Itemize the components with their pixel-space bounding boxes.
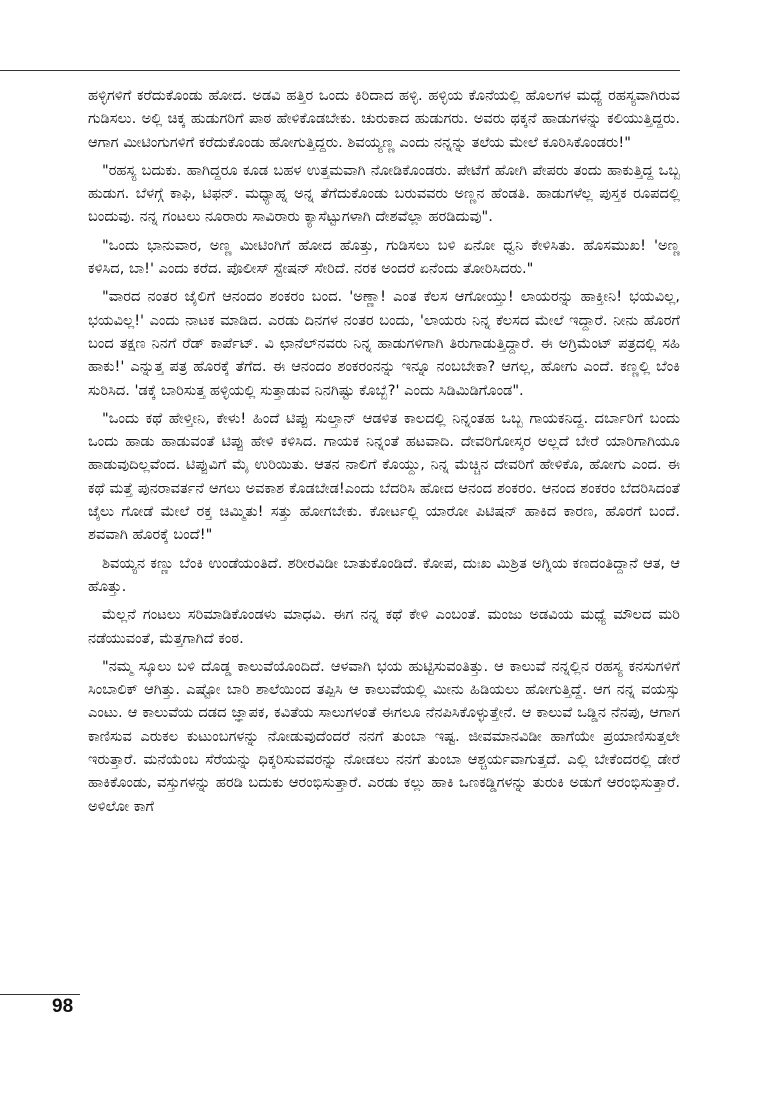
page-number: 98 xyxy=(52,996,74,1017)
paragraph: "ರಹಸ್ಯ ಬದುಕು. ಹಾಗಿದ್ದರೂ ಕೂಡ ಬಹಳ ಉತ್ತಮವಾಗಿ ನೋಡಿಕೊಂಡರು. ಪೇಟೆಗೆ ಹೋಗಿ ಪೇಪರು ತಂದು ಹಾಕುತ್ತಿದ್ದ ಒಬ್ಬ ಹುಡುಗ. ಬೆಳಗ್ಗೆ ಕಾಫಿ, ಟಿಫನ್. ಮಧ್ಯಾಹ್ನ ಅನ್ನ ತೆಗೆದುಕೊಂಡು ಬರುವವರು ಅಣ್ಣನ ಹೆಂಡತಿ. ಹಾಡುಗಳೆಲ್ಲ ಪುಸ್ತಕ ರೂಪದಲ್ಲಿ ಬಂದುವು. ನನ್ನ ಗಂಟಲು ನೂರಾರು ಸಾವಿರಾರು ಕ್ಯಾಸೆಟ್ಟುಗಳಾಗಿ ದೇಶವೆಲ್ಲಾ ಹರಡಿದುವು". xyxy=(88,161,680,226)
paragraph: ಹಳ್ಳಿಗಳಿಗೆ ಕರೆದುಕೊಂಡು ಹೋದ. ಅಡವಿ ಹತ್ತಿರ ಒಂದು ಕಿರಿದಾದ ಹಳ್ಳಿ. ಹಳ್ಳಿಯ ಕೊನೆಯಲ್ಲಿ ಹೊಲಗಳ ಮಧ್ಯೆ ರಹಸ್ಯವಾಗಿರುವ ಗುಡಿಸಲು. ಅಲ್ಲಿ ಚಿಕ್ಕ ಹುಡುಗರಿಗೆ ಪಾಠ ಹೇಳಿಕೊಡಬೇಕು. ಚುರುಕಾದ ಹುಡುಗರು. ಅವರು ಥಕ್ಕನೆ ಹಾಡುಗಳನ್ನು ಕಲಿಯುತ್ತಿದ್ದರು. ಆಗಾಗ ಮೀಟಿಂಗುಗಳಿಗೆ ಕರೆದುಕೊಂಡು ಹೋಗುತ್ತಿದ್ದರು. ಶಿವಯ್ಯಣ್ಣ ಎಂದು ನನ್ನನ್ನು ತಲೆಯ ಮೇಲೆ ಕೂರಿಸಿಕೊಂಡರು!" xyxy=(88,87,680,151)
paragraph: "ನಮ್ಮ ಸ್ಕೂಲು ಬಳಿ ದೊಡ್ಡ ಕಾಲುವೆಯೊಂದಿದೆ. ಆಳವಾಗಿ ಭಯ ಹುಟ್ಟಿಸುವಂತಿತ್ತು. ಆ ಕಾಲುವೆ ನನ್ನಲ್ಲಿನ ರಹಸ್ಯ ಕನಸುಗಳಿಗೆ ಸಿಂಬಾಲಿಕ್ ಆಗಿತ್ತು. ಎಷ್ಟೋ ಬಾರಿ ಶಾಲೆಯಿಂದ ತಪ್ಪಿಸಿ ಆ ಕಾಲುವೆಯಲ್ಲಿ ಮೀನು ಹಿಡಿಯಲು ಹೋಗುತ್ತಿದ್ದೆ. ಆಗ ನನ್ನ ವಯಸ್ಸು ಎಂಟು. ಆ ಕಾಲುವೆಯ ದಡದ ಜ್ಞಾಪಕ, ಕವಿತೆಯ ಸಾಲುಗಳಂತೆ ಈಗಲೂ ನೆನಪಿಸಿಕೊಳ್ಳುತ್ತೇನೆ. ಆ ಕಾಲುವೆ ಒಡ್ಡಿನ ನೆನಪು, ಆಗಾಗ ಕಾಣಿಸುವ ಎರುಕಲ ಕುಟುಂಬಗಳನ್ನು ನೋಡುವುದೆಂದರೆ ನನಗೆ ತುಂಬಾ ಇಷ್ಟ. ಜೀವಮಾನವಿಡೀ ಹಾಗೆಯೇ ಪ್ರಯಾಣಿಸುತ್ತಲೇ ಇರುತ್ತಾರೆ. ಮನೆಯೆಂಬ ಸೆರೆಯನ್ನು ಧಿಕ್ಕರಿಸುವವರನ್ನು ನೋಡಲು ನನಗೆ ತುಂಬಾ ಆಶ್ಚರ್ಯವಾಗುತ್ತದೆ. ಎಲ್ಲಿ ಬೇಕೆಂದರಲ್ಲಿ ಡೇರೆ ಹಾಕಿಕೊಂಡು, ವಸ್ತುಗಳನ್ನು ಹರಡಿ ಬದುಕು ಆರಂಭಿಸುತ್ತಾರೆ. ಎರಡು ಕಲ್ಲು ಹಾಕಿ ಒಣಕಡ್ಡಿಗಳನ್ನು ತುರುಕಿ ಅಡುಗೆ ಆರಂಭಿಸುತ್ತಾರೆ. ಅಳಿಲೋ ಕಾಗೆ xyxy=(88,657,680,815)
top-rule xyxy=(0,70,680,71)
page-number-rule xyxy=(0,994,80,995)
paragraph: ಶಿವಯ್ಯನ ಕಣ್ಣು ಬೆಂಕಿ ಉಂಡೆಯಂತಿದೆ. ಶರೀರವಿಡೀ ಬಾತುಕೊಂಡಿದೆ. ಕೋಪ, ದುಃಖ ಮಿಶ್ರಿತ ಅಗ್ನಿಯ ಕಣದಂತಿದ್ದಾನೆ ಆತ, ಆ ಹೊತ್ತು. xyxy=(88,554,680,595)
paragraph: ಮೆಲ್ಲನೆ ಗಂಟಲು ಸರಿಮಾಡಿಕೊಂಡಳು ಮಾಧವಿ. ಈಗ ನನ್ನ ಕಥೆ ಕೇಳಿ ಎಂಬಂತೆ. ಮಂಜು ಅಡವಿಯ ಮಧ್ಯೆ ಮೌಲದ ಮರಿ ನಡೆಯುವಂತೆ, ಮೆತ್ತಗಾಗಿದೆ ಕಂಠ. xyxy=(88,606,680,647)
paragraph: "ಒಂದು ಭಾನುವಾರ, ಅಣ್ಣ ಮೀಟಿಂಗಿಗೆ ಹೋದ ಹೊತ್ತು, ಗುಡಿಸಲು ಬಳಿ ಏನೋ ಧ್ವನಿ ಕೇಳಿಸಿತು. ಹೊಸಮುಖ! 'ಅಣ್ಣ ಕಳಿಸಿದ, ಬಾ!' ಎಂದು ಕರೆದ. ಪೊಲೀಸ್ ಸ್ಟೇಷನ್ ಸೇರಿದೆ. ನರಕ ಅಂದರೆ ಏನೆಂದು ತೋರಿಸಿದರು." xyxy=(88,236,680,278)
paragraph: "ಒಂದು ಕಥೆ ಹೇಳ್ತೀನಿ, ಕೇಳು! ಹಿಂದೆ ಟಿಪ್ಪು ಸುಲ್ತಾನ್ ಆಡಳಿತ ಕಾಲದಲ್ಲಿ ನಿನ್ನಂತಹ ಒಬ್ಬ ಗಾಯಕನಿದ್ದ. ದರ್ಬಾರಿಗೆ ಬಂದು ಒಂದು ಹಾಡು ಹಾಡುವಂತೆ ಟಿಪ್ಪು ಹೇಳಿ ಕಳಿಸಿದ. ಗಾಯಕ ನಿನ್ನಂತೆ ಹಟವಾದಿ. ದೇವರಿಗೋಸ್ಕರ ಅಲ್ಲದೆ ಬೇರೆ ಯಾರಿಗಾಗಿಯೂ ಹಾಡುವುದಿಲ್ಲವೆಂದ. ಟಿಪ್ಪುವಿಗೆ ಮೈ ಉರಿಯಿತು. ಆತನ ನಾಲಿಗೆ ಕೊಯ್ದು, ನಿನ್ನ ಮೆಚ್ಚಿನ ದೇವರಿಗೆ ಹೇಳಿಕೊ, ಹೋಗು ಎಂದ. ಈ ಕಥೆ ಮತ್ತೆ ಪುನರಾವರ್ತನೆ ಆಗಲು ಅವಕಾಶ ಕೊಡಬೇಡ!ಎಂದು ಬೆದರಿಸಿ ಹೋದ ಆನಂದ ಶಂಕರಂ. ಆನಂದ ಶಂಕರಂ ಬೆದರಿಸಿದಂತೆ ಜೈಲು ಗೋಡೆ ಮೇಲೆ ರಕ್ತ ಚಿಮ್ಮಿತು! ಸತ್ತು ಹೋಗಬೇಕು. ಕೋರ್ಟಲ್ಲಿ ಯಾರೋ ಪಿಟಿಷನ್ ಹಾಕಿದ ಕಾರಣ, ಹೊರಗೆ ಬಂದೆ. ಶವವಾಗಿ ಹೊರಕ್ಕೆ ಬಂದೆ!" xyxy=(88,409,680,544)
body-text xyxy=(88,84,680,823)
paragraph: "ವಾರದ ನಂತರ ಜೈಲಿಗೆ ಆನಂದಂ ಶಂಕರಂ ಬಂದ. 'ಅಣ್ಣಾ! ಎಂತ ಕೆಲಸ ಆಗೋಯ್ತು! ಲಾಯರನ್ನು ಹಾಕ್ತೀನಿ! ಭಯವಿಲ್ಲ, ಭಯವಿಲ್ಲ!' ಎಂದು ನಾಟಕ ಮಾಡಿದ. ಎರಡು ದಿನಗಳ ನಂತರ ಬಂದು, 'ಲಾಯರು ನಿನ್ನ ಕೆಲಸದ ಮೇಲೆ ಇದ್ದಾರೆ. ನೀನು ಹೊರಗೆ ಬಂದ ತಕ್ಷಣ ನಿನಗೆ ರೆಡ್ ಕಾರ್ಪೆಟ್. ವಿ ಛಾನೆಲ್‌ನವರು ನಿನ್ನ ಹಾಡುಗಳಿಗಾಗಿ ತಿರುಗಾಡುತ್ತಿದ್ದಾರೆ. ಈ ಅಗ್ರಿಮೆಂಟ್ ಪತ್ರದಲ್ಲಿ ಸಹಿ ಹಾಕು!' ಎನ್ನುತ್ತ ಪತ್ರ ಹೊರಕ್ಕೆ ತೆಗೆದ. ಈ ಆನಂದಂ ಶಂಕರಂನನ್ನು ಇನ್ನೂ ನಂಬಬೇಕಾ? ಆಗಲ್ಲ, ಹೋಗು ಎಂದೆ. ಕಣ್ಣಲ್ಲಿ ಬೆಂಕಿ ಸುರಿಸಿದ. 'ಡಕ್ಕೆ ಬಾರಿಸುತ್ತ ಹಳ್ಳಿಯಲ್ಲಿ ಸುತ್ತಾಡುವ ನಿನಗಿಷ್ಟು ಕೊಬ್ಬೆ?' ಎಂದು ಸಿಡಿಮಿಡಿಗೊಂಡ". xyxy=(88,288,680,399)
